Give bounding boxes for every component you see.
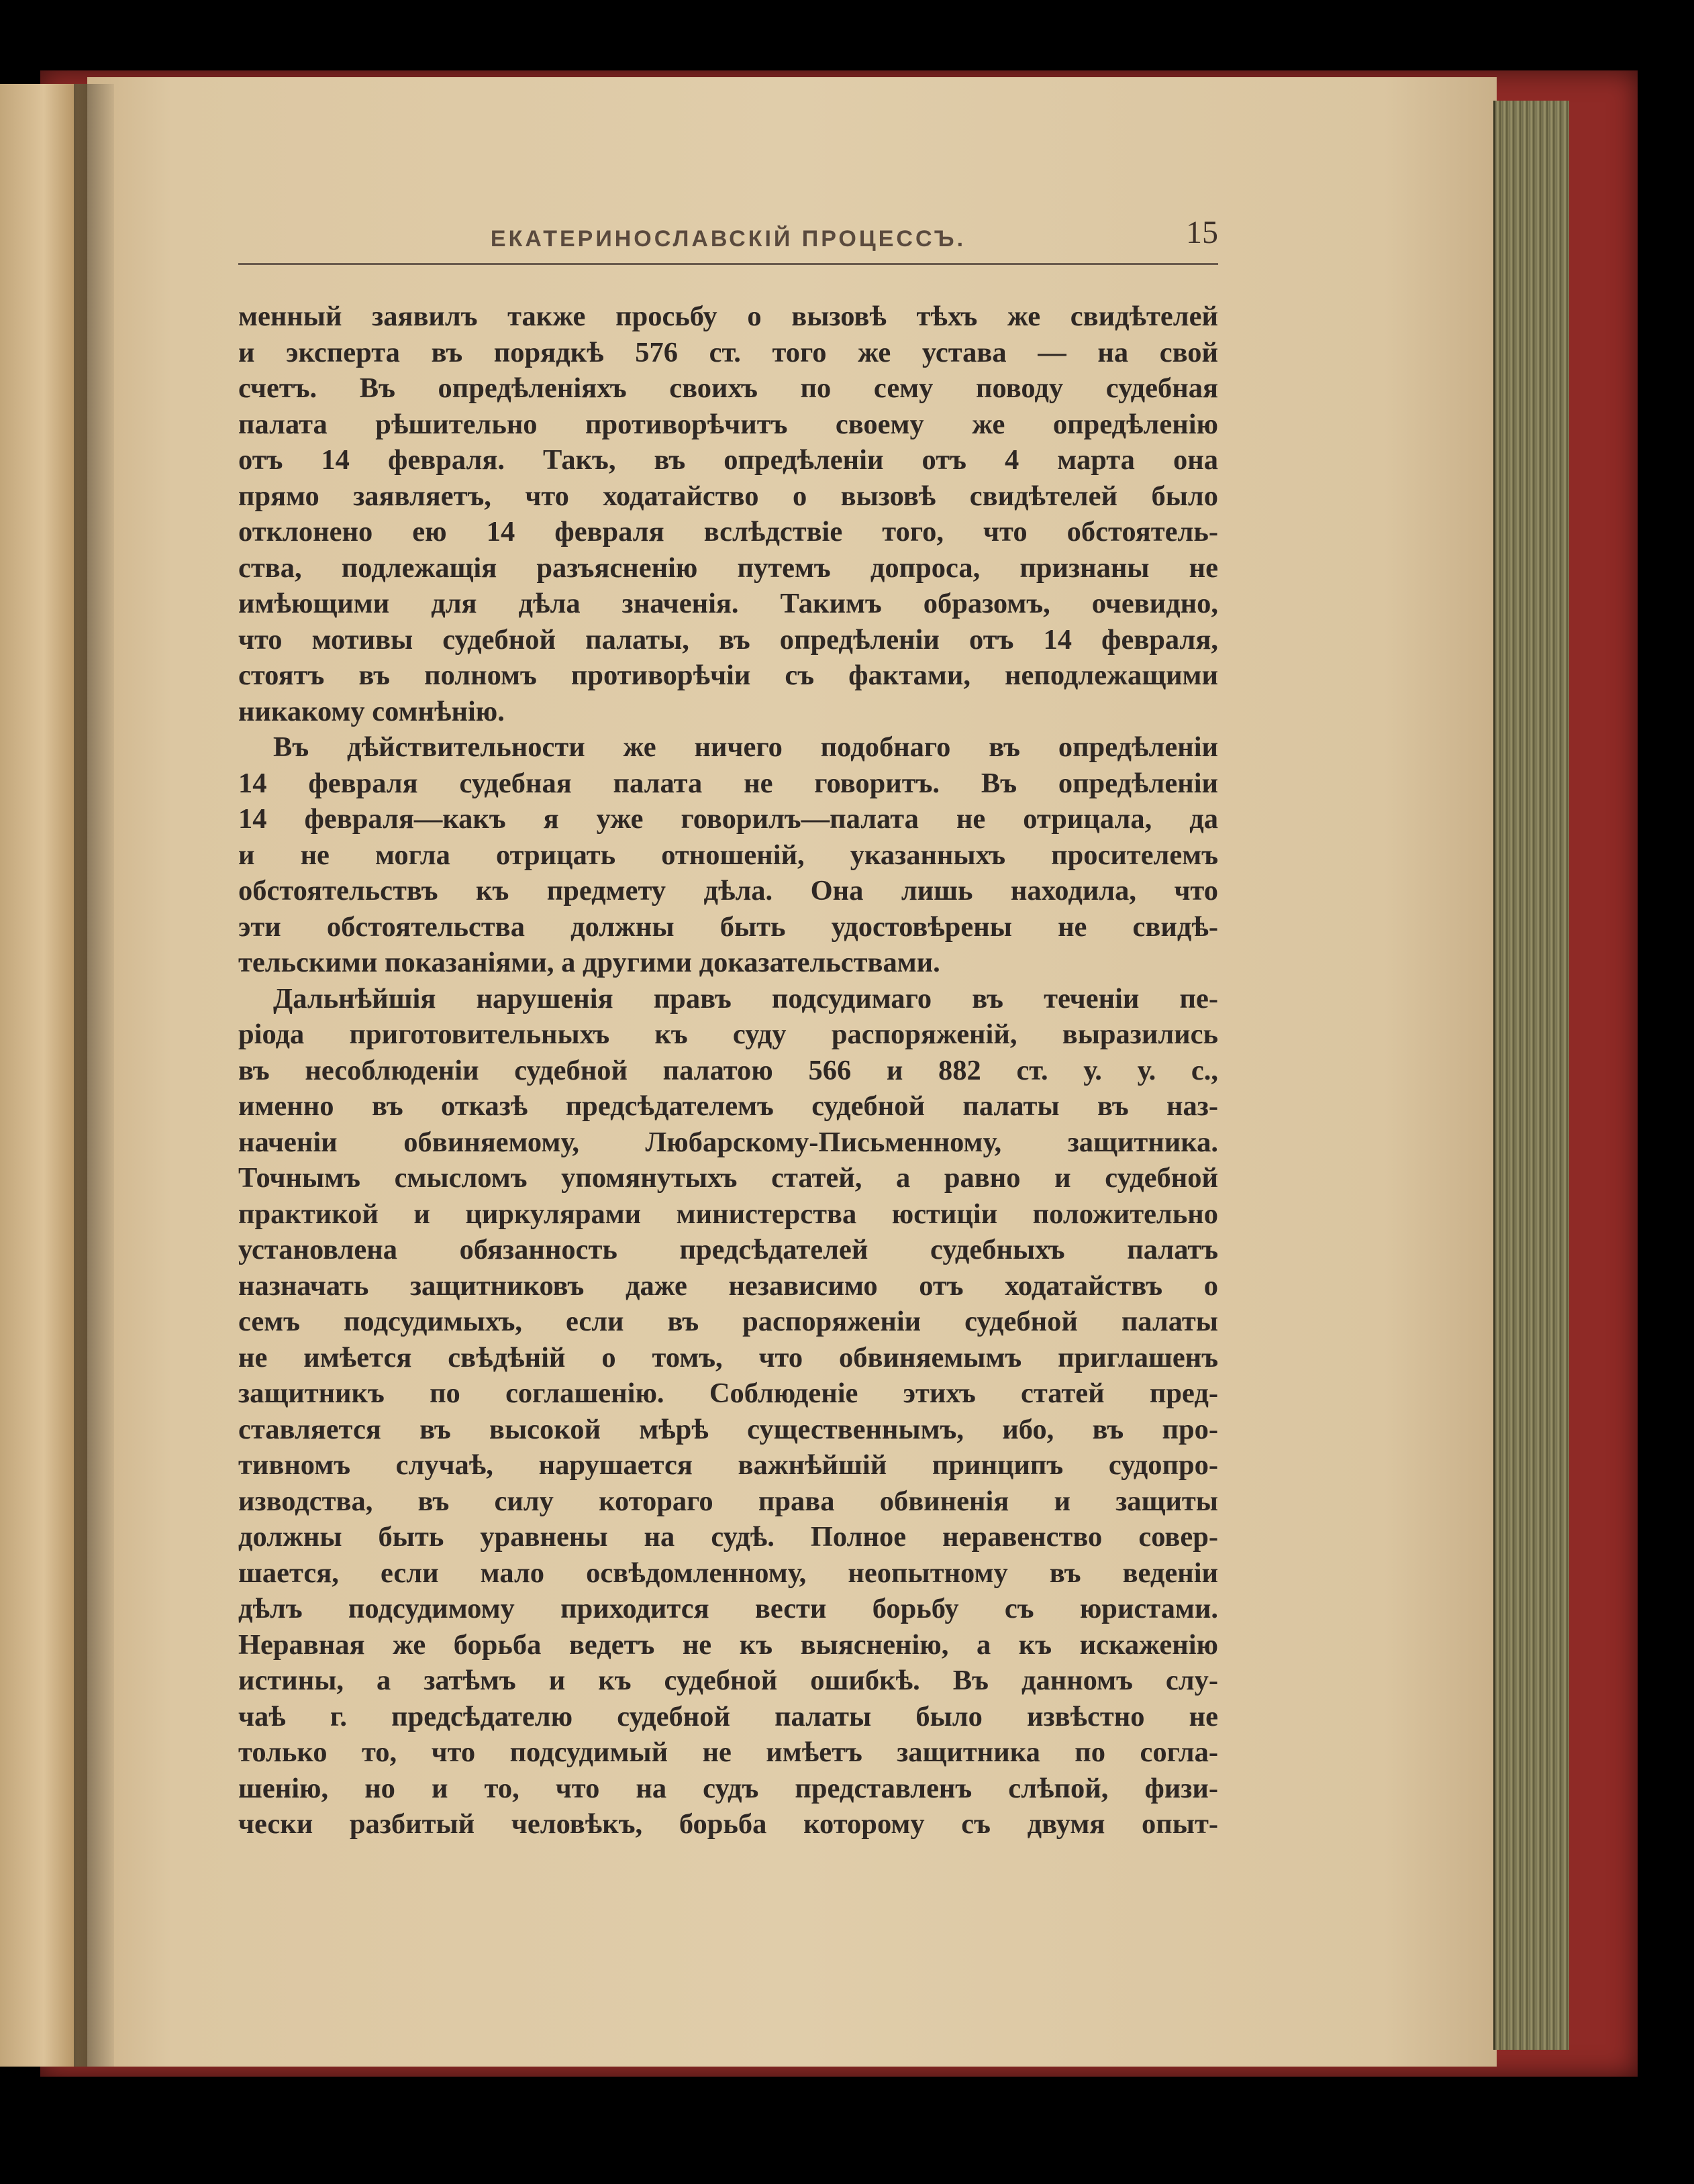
text-line: 14 февраля судебная палата не говоритъ. Въ опредѣленіи (238, 767, 1218, 799)
text-line: отклонено ею 14 февраля вслѣдствіе того, что обстоятель- (238, 516, 1218, 548)
text-line: имѣющими для дѣла значенія. Такимъ образомъ, очевидно, (238, 588, 1218, 619)
body-text (238, 299, 1218, 1842)
text-line: ріода приготовительныхъ къ суду распоряженій, выразились (238, 1019, 1218, 1050)
text-line: именно въ отказѣ предсѣдателемъ судебной палаты въ наз- (238, 1090, 1218, 1122)
text-line: прямо заявляетъ, что ходатайство о вызовѣ свидѣтелей было (238, 480, 1218, 512)
text-line: Точнымъ смысломъ упомянутыхъ статей, а равно и судебной (238, 1162, 1218, 1194)
text-line: 14 февраля—какъ я уже говорилъ—палата не отрицала, да (238, 803, 1218, 835)
text-line: обстоятельствъ къ предмету дѣла. Она лишь находила, что (238, 875, 1218, 906)
text-line: Неравная же борьба ведетъ не къ выясненію, а къ искаженію (238, 1628, 1218, 1661)
text-line: установлена обязанность предсѣдателей судебныхъ палатъ (238, 1234, 1218, 1265)
text-line: ства, подлежащія разъясненію путемъ допроса, признаны не (238, 552, 1218, 584)
text-line: и эксперта въ порядкѣ 576 ст. того же устава — на свой (238, 336, 1218, 368)
text-line: не имѣется свѣдѣній о томъ, что обвиняемымъ приглашенъ (238, 1341, 1218, 1373)
text-line: въ несоблюденіи судебной палатою 566 и 882 ст. у. у. с., (238, 1054, 1218, 1086)
text-line: отъ 14 февраля. Такъ, въ опредѣленіи отъ 4 марта она (238, 444, 1218, 476)
page-edges (1493, 101, 1569, 2050)
text-line: чески разбитый человѣкъ, борьба которому съ двумя опыт- (238, 1808, 1218, 1840)
text-line: тельскими показаніями, а другими доказательствами. (238, 947, 940, 978)
text-line: менный заявилъ также просьбу о вызовѣ тѣхъ же свидѣтелей (238, 301, 1218, 332)
text-line: дѣлъ подсудимому приходится вести борьбу съ юристами. (238, 1593, 1218, 1624)
text-line: истины, а затѣмъ и къ судебной ошибкѣ. Въ данномъ слу- (238, 1665, 1218, 1696)
text-line: шенію, но и то, что на судъ представленъ слѣпой, физи- (238, 1772, 1218, 1804)
text-line: тивномъ случаѣ, нарушается важнѣйшій принципъ судопро- (238, 1449, 1218, 1481)
text-line: Въ дѣйствительности же ничего подобнаго въ опредѣленіи (273, 731, 1218, 763)
text-line: изводства, въ силу котораго права обвиненія и защиты (238, 1485, 1218, 1517)
text-line: никакому сомнѣнію. (238, 695, 505, 727)
text-line: назначать защитниковъ даже независимо отъ ходатайствъ о (238, 1269, 1218, 1302)
text-line: и не могла отрицать отношеній, указанныхъ просителемъ (238, 839, 1218, 871)
text-line: Дальнѣйшія нарушенія правъ подсудимаго въ теченіи пе- (273, 982, 1218, 1015)
text-line: наченіи обвиняемому, Любарскому-Письменному, защитника. (238, 1126, 1218, 1158)
text-line: семъ подсудимыхъ, если въ распоряженіи судебной палаты (238, 1306, 1218, 1337)
text-line: только то, что подсудимый не имѣетъ защитника по согла- (238, 1736, 1218, 1768)
text-line: счетъ. Въ опредѣленіяхъ своихъ по сему поводу судебная (238, 372, 1218, 404)
text-line: чаѣ г. предсѣдателю судебной палаты было извѣстно не (238, 1700, 1218, 1732)
page-number: 15 (1186, 215, 1218, 250)
running-title: ЕКАТЕРИНОСЛАВСКІЙ ПРОЦЕССЪ. (490, 226, 966, 252)
header-rule (238, 263, 1218, 265)
text-line: эти обстоятельства должны быть удостовѣрены не свидѣ- (238, 911, 1218, 943)
text-line: стоятъ въ полномъ противорѣчіи съ фактами, неподлежащими (238, 660, 1218, 691)
text-line: палата рѣшительно противорѣчитъ своему же опредѣленію (238, 408, 1218, 440)
text-line: шается, если мало освѣдомленному, неопытному въ веденіи (238, 1557, 1218, 1589)
text-line: защитникъ по соглашенію. Соблюденіе этихъ статей пред- (238, 1377, 1218, 1409)
book-gutter (74, 84, 114, 2067)
text-line: что мотивы судебной палаты, въ опредѣленіи отъ 14 февраля, (238, 623, 1218, 656)
page-header (238, 211, 1218, 265)
text-line: ставляется въ высокой мѣрѣ существеннымъ, ибо, въ про- (238, 1413, 1218, 1445)
text-line: практикой и циркулярами министерства юстиціи положительно (238, 1198, 1218, 1230)
text-line: должны быть уравнены на судѣ. Полное неравенство совер- (238, 1521, 1218, 1553)
